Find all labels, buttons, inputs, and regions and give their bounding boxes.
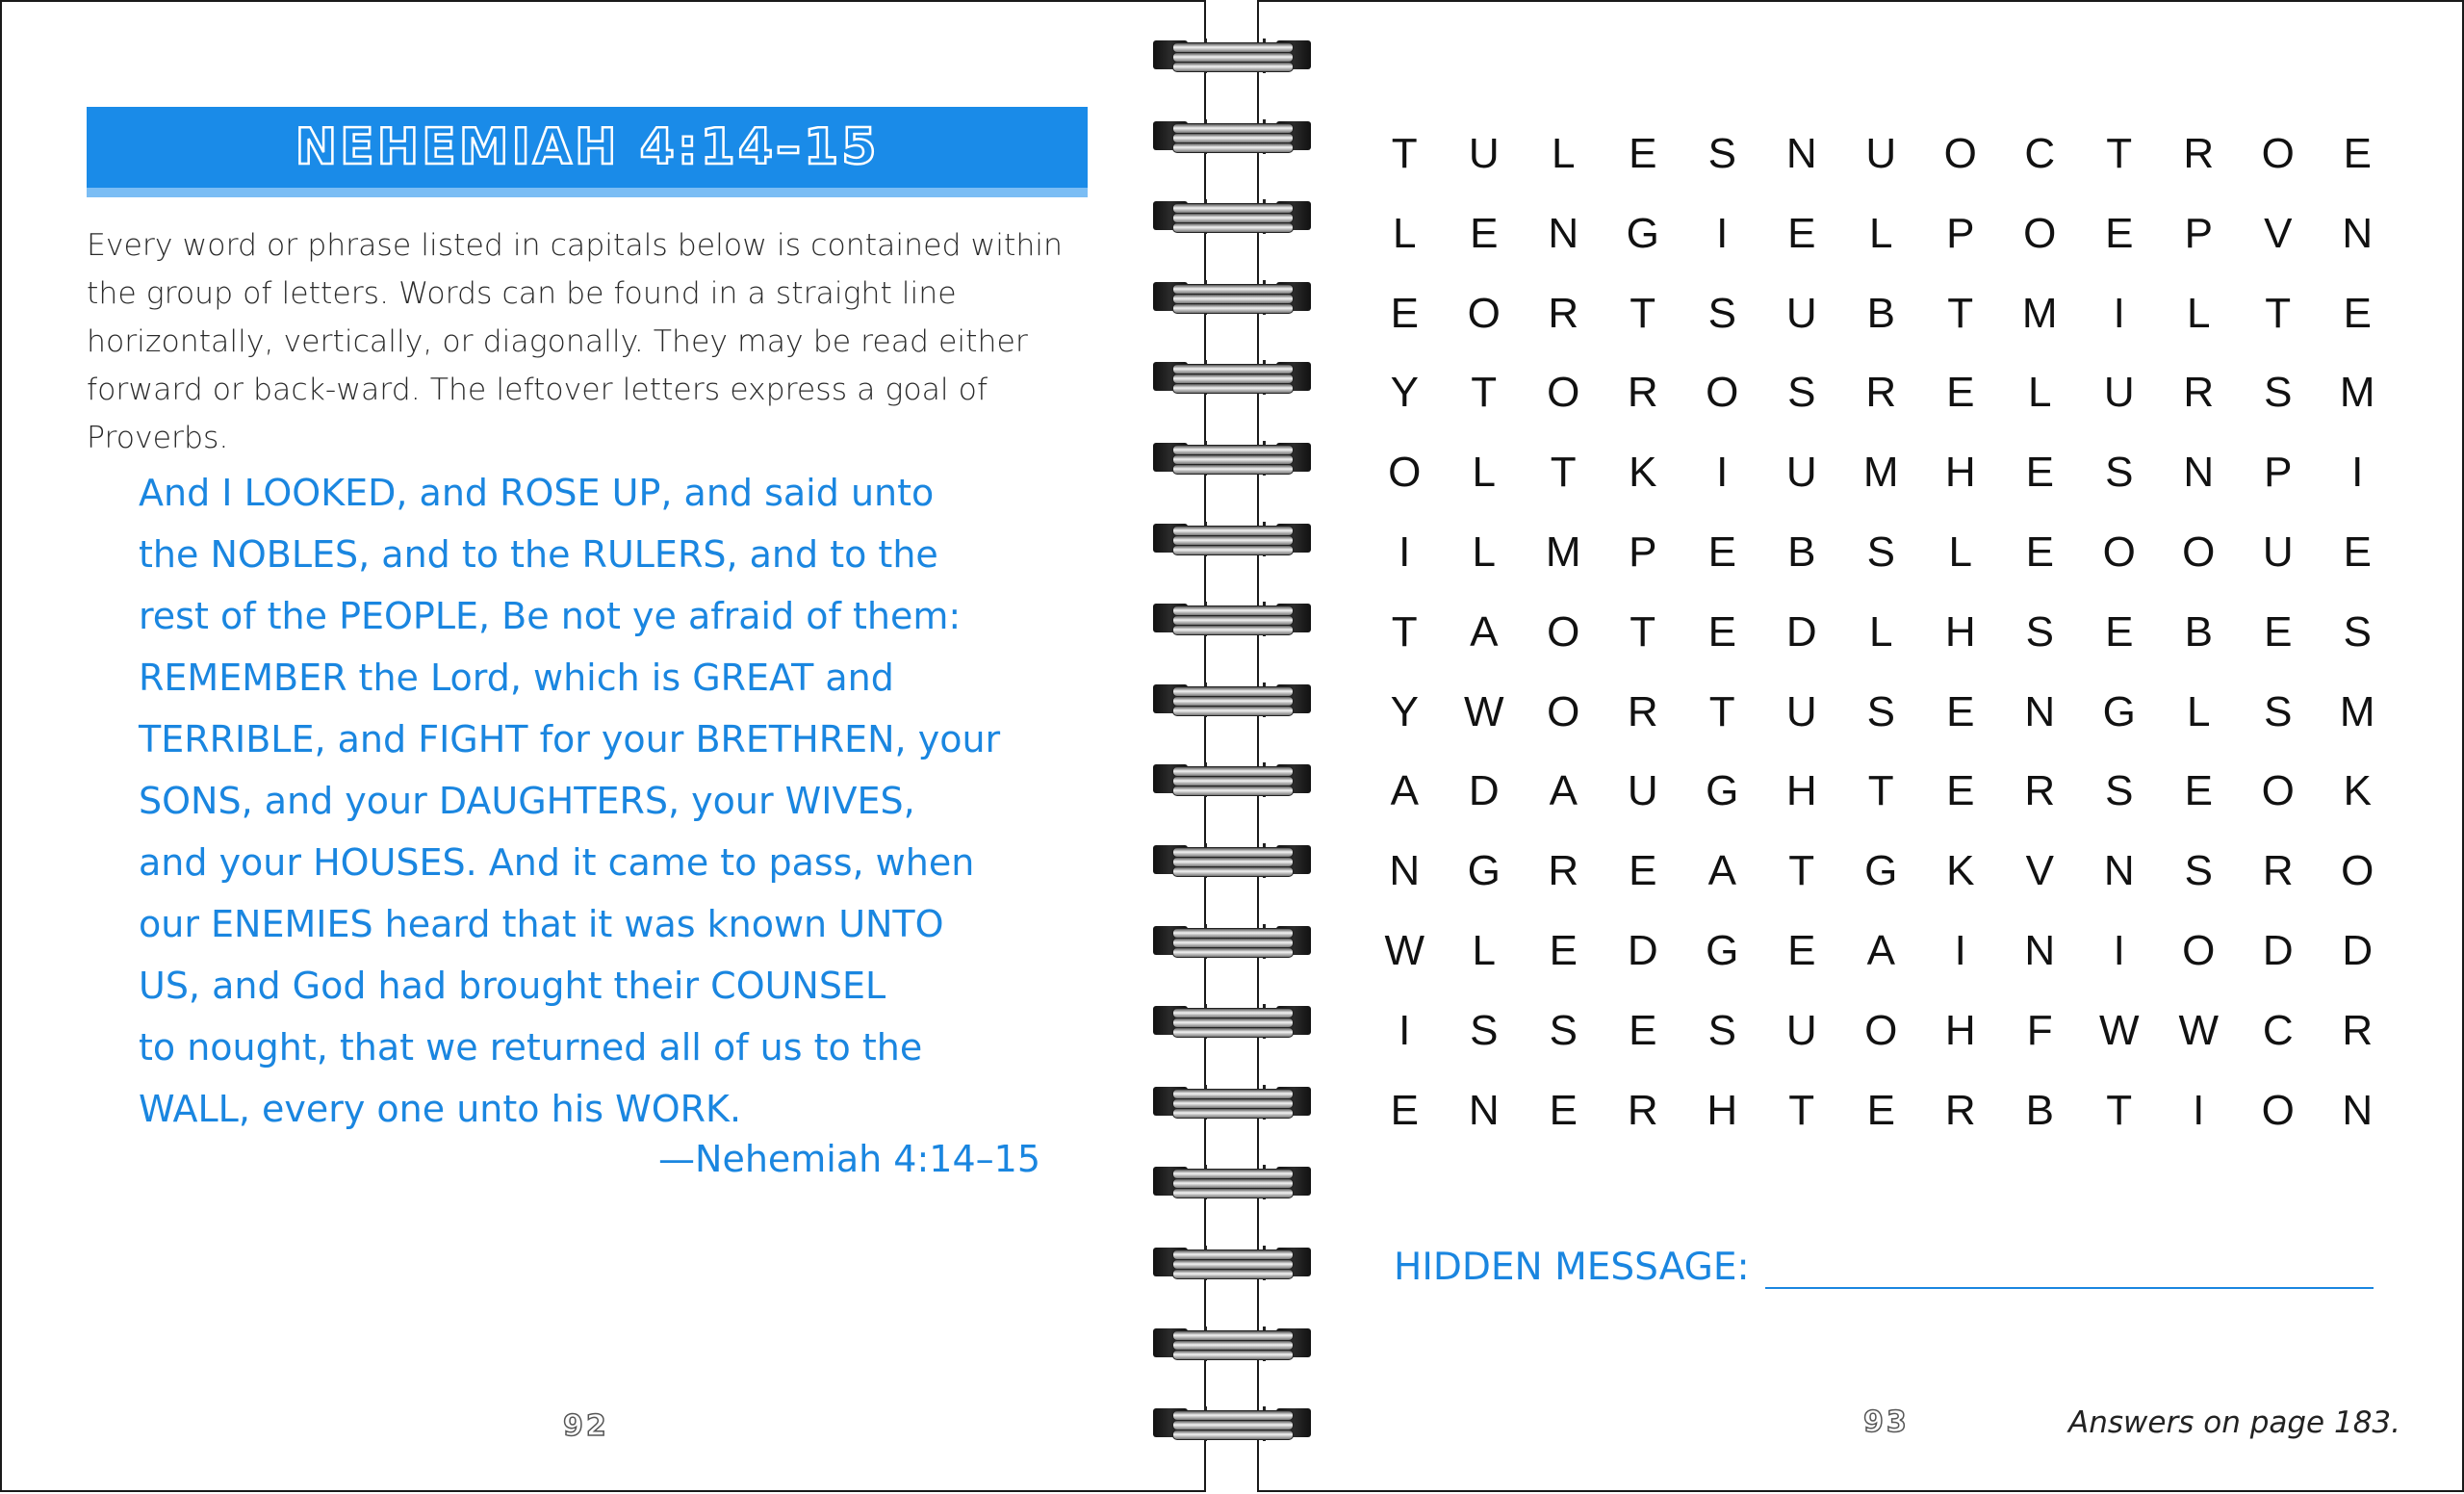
grid-letter[interactable]: I	[1716, 209, 1729, 257]
grid-letter[interactable]: L	[1393, 209, 1417, 257]
grid-letter[interactable]: N	[2103, 847, 2135, 895]
grid-letter[interactable]: L	[1869, 209, 1893, 257]
spiral-coil	[1151, 755, 1313, 803]
grid-letter[interactable]: O	[1467, 289, 1501, 337]
grid-letter[interactable]: T	[2106, 130, 2133, 177]
grid-letter[interactable]: O	[2102, 528, 2136, 576]
right-page	[1257, 0, 2464, 1492]
grid-letter[interactable]: H	[1785, 767, 1817, 815]
grid-letter[interactable]: M	[2339, 369, 2375, 417]
grid-letter[interactable]: S	[2343, 607, 2372, 656]
grid-letter[interactable]: Y	[1390, 369, 1419, 417]
grid-letter[interactable]: M	[2339, 687, 2375, 735]
scripture-passage	[139, 462, 1063, 1140]
grid-letter[interactable]: P	[1946, 209, 1975, 257]
grid-letter[interactable]: S	[2184, 847, 2213, 895]
grid-letter[interactable]: S	[1787, 369, 1816, 417]
grid-letter[interactable]: E	[2184, 767, 2213, 815]
scripture-citation: —Nehemiah 4:14–15	[658, 1138, 1040, 1180]
grid-letter[interactable]: O	[1547, 687, 1580, 735]
verse-line: SONS, and your DAUGHTERS, your WIVES,	[139, 780, 915, 822]
grid-letter[interactable]: U	[1785, 289, 1817, 337]
word-search-grid	[1365, 125, 2398, 1161]
grid-letter[interactable]: R	[2183, 369, 2215, 417]
grid-letter[interactable]: T	[2106, 1086, 2133, 1134]
grid-letter[interactable]: H	[1707, 1086, 1738, 1134]
title-banner	[87, 107, 1088, 197]
grid-letter[interactable]: R	[1548, 289, 1579, 337]
grid-letter[interactable]: K	[1946, 847, 1975, 895]
grid-letter[interactable]: O	[1388, 449, 1422, 497]
grid-letter[interactable]: A	[1707, 847, 1736, 895]
grid-letter[interactable]: B	[1866, 289, 1895, 337]
verse-line: rest of the PEOPLE, Be not ye afraid of them:	[139, 595, 962, 637]
verse-line: and your HOUSES. And it came to pass, when	[139, 841, 975, 884]
grid-letter[interactable]: L	[1472, 449, 1496, 497]
grid-letter[interactable]: U	[1785, 1006, 1817, 1054]
grid-letter[interactable]: E	[1707, 528, 1736, 576]
grid-letter[interactable]: K	[1629, 449, 1657, 497]
verse-line: REMEMBER the Lord, which is GREAT and	[139, 657, 894, 699]
grid-letter[interactable]: S	[2264, 687, 2293, 735]
page-number-left: 92	[563, 1409, 609, 1443]
grid-letter[interactable]: W	[2178, 1006, 2220, 1054]
grid-letter[interactable]: L	[1552, 130, 1576, 177]
grid-letter[interactable]: U	[2103, 369, 2135, 417]
page-number-right: 93	[1863, 1405, 1910, 1439]
grid-letter[interactable]: O	[2261, 1086, 2295, 1134]
spiral-binding	[1151, 0, 1313, 1494]
grid-letter[interactable]: S	[1707, 289, 1736, 337]
grid-letter[interactable]: E	[2264, 607, 2293, 656]
grid-letter[interactable]: E	[1707, 607, 1736, 656]
grid-letter[interactable]: T	[1947, 289, 1974, 337]
grid-letter[interactable]: O	[1943, 130, 1977, 177]
grid-letter[interactable]: M	[2021, 289, 2058, 337]
grid-letter[interactable]: S	[2105, 449, 2134, 497]
answers-note: Answers on page 183.	[2068, 1405, 2400, 1440]
grid-letter[interactable]: E	[1629, 1006, 1657, 1054]
grid-letter[interactable]: R	[1865, 369, 1897, 417]
grid-letter[interactable]: G	[2102, 687, 2136, 735]
spiral-coil	[1151, 594, 1313, 642]
grid-letter[interactable]: A	[1390, 767, 1419, 815]
puzzle-instructions: Every word or phrase listed in capitals below is contained within the group of letters. Words can be found in a straight line horizontally, vertically, or diagonally. They may be read either forward or back-ward. The leftover letters express a goal of Proverbs.	[87, 228, 1064, 455]
spiral-coil	[1151, 1399, 1313, 1447]
grid-letter[interactable]: L	[2028, 369, 2052, 417]
grid-letter[interactable]: L	[1472, 528, 1496, 576]
spiral-coil	[1151, 1319, 1313, 1367]
grid-letter[interactable]: O	[1547, 369, 1580, 417]
verse-line: the NOBLES, and to the RULERS, and to the	[139, 533, 938, 576]
grid-letter[interactable]: I	[2193, 1086, 2205, 1134]
grid-letter[interactable]: E	[1470, 209, 1499, 257]
grid-letter[interactable]: I	[1954, 926, 1966, 974]
spiral-coil	[1151, 1157, 1313, 1205]
grid-letter[interactable]: U	[1865, 130, 1897, 177]
verse-line: And I LOOKED, and ROSE UP, and said unto	[139, 472, 935, 514]
grid-letter[interactable]: R	[2183, 130, 2215, 177]
grid-letter[interactable]: N	[1468, 1086, 1500, 1134]
grid-letter[interactable]: E	[2343, 528, 2372, 576]
grid-letter[interactable]: A	[1866, 926, 1895, 974]
grid-letter[interactable]: G	[1467, 847, 1501, 895]
spiral-coil	[1151, 916, 1313, 965]
grid-letter[interactable]: T	[1708, 687, 1735, 735]
grid-letter[interactable]: R	[2342, 1006, 2374, 1054]
grid-letter[interactable]: I	[2351, 449, 2364, 497]
grid-letter[interactable]: P	[1629, 528, 1657, 576]
grid-letter[interactable]: S	[2105, 767, 2134, 815]
grid-letter[interactable]: A	[1470, 607, 1499, 656]
grid-letter[interactable]: O	[2341, 847, 2374, 895]
grid-letter[interactable]: E	[1390, 289, 1419, 337]
grid-letter[interactable]: S	[2264, 369, 2293, 417]
grid-letter[interactable]: W	[1463, 687, 1504, 735]
verse-line: US, and God had brought their COUNSEL	[139, 965, 886, 1007]
grid-letter[interactable]: T	[2265, 289, 2292, 337]
grid-letter[interactable]: O	[1706, 369, 1739, 417]
grid-letter[interactable]: N	[1548, 209, 1579, 257]
grid-letter[interactable]: S	[1470, 1006, 1499, 1054]
grid-letter[interactable]: E	[1946, 767, 1975, 815]
grid-letter[interactable]: E	[2105, 607, 2134, 656]
grid-letter[interactable]: L	[1869, 607, 1893, 656]
grid-letter[interactable]: T	[1867, 767, 1894, 815]
grid-letter[interactable]: I	[1716, 449, 1729, 497]
grid-letter[interactable]: P	[2184, 209, 2213, 257]
grid-letter[interactable]: O	[1864, 1006, 1898, 1054]
spiral-coil	[1151, 192, 1313, 240]
grid-letter[interactable]: S	[1707, 130, 1736, 177]
grid-letter[interactable]: E	[1946, 369, 1975, 417]
grid-letter[interactable]: P	[2264, 449, 2293, 497]
grid-letter[interactable]: T	[1630, 607, 1656, 656]
grid-letter[interactable]: L	[2187, 289, 2211, 337]
grid-letter[interactable]: N	[2183, 449, 2215, 497]
grid-letter[interactable]: U	[2262, 528, 2294, 576]
grid-letter[interactable]: T	[1471, 369, 1498, 417]
spiral-coil	[1151, 514, 1313, 562]
grid-letter[interactable]: I	[2113, 289, 2125, 337]
grid-letter[interactable]: B	[2184, 607, 2213, 656]
grid-letter[interactable]: E	[1629, 847, 1657, 895]
grid-letter[interactable]: U	[1785, 687, 1817, 735]
grid-letter[interactable]: E	[2105, 209, 2134, 257]
grid-letter[interactable]: T	[1391, 607, 1418, 656]
hidden-message-blank[interactable]	[1765, 1250, 2374, 1289]
grid-letter[interactable]: E	[2343, 130, 2372, 177]
grid-letter[interactable]: G	[1706, 926, 1739, 974]
grid-letter[interactable]: S	[1866, 528, 1895, 576]
spiral-coil	[1151, 31, 1313, 79]
grid-letter[interactable]: B	[2025, 1086, 2054, 1134]
grid-letter[interactable]: R	[2024, 767, 2056, 815]
grid-letter[interactable]: T	[1788, 847, 1815, 895]
page-title: NEHEMIAH 4:14–15	[295, 118, 880, 176]
grid-letter[interactable]: O	[2261, 130, 2295, 177]
grid-letter[interactable]: H	[1944, 1006, 1976, 1054]
grid-letter[interactable]: C	[2024, 130, 2056, 177]
grid-letter[interactable]: E	[2025, 528, 2054, 576]
grid-letter[interactable]: O	[2182, 528, 2216, 576]
grid-letter[interactable]: N	[2342, 1086, 2374, 1134]
grid-letter[interactable]: D	[1627, 926, 1658, 974]
hidden-message-row	[1394, 1246, 2374, 1289]
grid-letter[interactable]: S	[1707, 1006, 1736, 1054]
grid-letter[interactable]: G	[1706, 767, 1739, 815]
grid-letter[interactable]: E	[1390, 1086, 1419, 1134]
grid-letter[interactable]: E	[1629, 130, 1657, 177]
verse-line: WALL, every one unto his WORK.	[139, 1088, 742, 1130]
grid-letter[interactable]: D	[2262, 926, 2294, 974]
grid-letter[interactable]: N	[2024, 687, 2056, 735]
grid-letter[interactable]: O	[1547, 607, 1580, 656]
grid-letter[interactable]: R	[1548, 847, 1579, 895]
grid-letter[interactable]: L	[1472, 926, 1496, 974]
left-page	[0, 0, 1206, 1492]
grid-letter[interactable]: A	[1549, 767, 1578, 815]
grid-letter[interactable]: I	[1399, 528, 1411, 576]
grid-letter[interactable]: E	[2025, 449, 2054, 497]
grid-letter[interactable]: G	[1864, 847, 1898, 895]
grid-letter[interactable]: U	[1785, 449, 1817, 497]
grid-letter[interactable]: M	[1545, 528, 1581, 576]
grid-letter[interactable]: V	[2264, 209, 2293, 257]
spiral-coil	[1151, 1077, 1313, 1125]
grid-letter[interactable]: M	[1862, 449, 1899, 497]
grid-letter[interactable]: D	[1785, 607, 1817, 656]
grid-letter[interactable]: O	[2023, 209, 2057, 257]
verse-line: TERRIBLE, and FIGHT for your BRETHREN, your	[139, 718, 1001, 760]
grid-letter[interactable]: E	[1549, 1086, 1578, 1134]
grid-letter[interactable]: F	[2026, 1006, 2053, 1054]
spiral-coil	[1151, 272, 1313, 321]
spiral-coil	[1151, 433, 1313, 481]
grid-letter[interactable]: H	[1944, 449, 1976, 497]
grid-letter[interactable]: T	[1391, 130, 1418, 177]
grid-letter[interactable]: O	[2261, 767, 2295, 815]
verse-line: our ENEMIES heard that it was known UNTO	[139, 903, 944, 945]
spiral-coil	[1151, 675, 1313, 723]
verse-line: to nought, that we returned all of us to the	[139, 1026, 923, 1069]
grid-letter[interactable]: V	[2025, 847, 2054, 895]
spiral-coil	[1151, 1238, 1313, 1286]
grid-letter[interactable]: W	[1384, 926, 1425, 974]
grid-letter[interactable]: R	[1627, 1086, 1658, 1134]
grid-letter[interactable]: R	[1944, 1086, 1976, 1134]
grid-letter[interactable]: U	[1468, 130, 1500, 177]
grid-letter[interactable]: G	[1626, 209, 1659, 257]
spiral-coil	[1151, 836, 1313, 884]
grid-letter[interactable]: E	[1946, 687, 1975, 735]
grid-letter[interactable]: N	[1785, 130, 1817, 177]
grid-letter[interactable]: R	[1627, 369, 1658, 417]
grid-letter[interactable]: K	[2343, 767, 2372, 815]
spiral-coil	[1151, 996, 1313, 1044]
grid-letter[interactable]: E	[1549, 926, 1578, 974]
grid-letter[interactable]: H	[1944, 607, 1976, 656]
grid-letter[interactable]: T	[1630, 289, 1656, 337]
grid-letter[interactable]: E	[1866, 1086, 1895, 1134]
grid-letter[interactable]: E	[2343, 289, 2372, 337]
grid-letter[interactable]: W	[2098, 1006, 2140, 1054]
grid-letter[interactable]: C	[2262, 1006, 2294, 1054]
grid-letter[interactable]: L	[2187, 687, 2211, 735]
grid-letter[interactable]: R	[2262, 847, 2294, 895]
grid-letter[interactable]: R	[1627, 687, 1658, 735]
grid-letter[interactable]: N	[2342, 209, 2374, 257]
grid-letter[interactable]: B	[1787, 528, 1816, 576]
grid-letter[interactable]: S	[1549, 1006, 1578, 1054]
grid-letter[interactable]: E	[1787, 926, 1816, 974]
spiral-coil	[1151, 112, 1313, 160]
grid-letter[interactable]: U	[1627, 767, 1658, 815]
grid-letter[interactable]: Y	[1390, 687, 1419, 735]
grid-letter[interactable]: N	[2024, 926, 2056, 974]
grid-letter[interactable]: D	[2342, 926, 2374, 974]
grid-letter[interactable]: N	[1389, 847, 1421, 895]
grid-letter[interactable]: T	[1788, 1086, 1815, 1134]
hidden-message-label: HIDDEN MESSAGE:	[1394, 1246, 1750, 1289]
grid-letter[interactable]: S	[2025, 607, 2054, 656]
grid-letter[interactable]: D	[1468, 767, 1500, 815]
grid-letter[interactable]: E	[1787, 209, 1816, 257]
grid-letter[interactable]: S	[1866, 687, 1895, 735]
grid-letter[interactable]: L	[1948, 528, 1972, 576]
grid-letter[interactable]: T	[1550, 449, 1577, 497]
grid-letter[interactable]: I	[1399, 1006, 1411, 1054]
grid-letter[interactable]: I	[2113, 926, 2125, 974]
grid-letter[interactable]: O	[2182, 926, 2216, 974]
spiral-coil	[1151, 352, 1313, 400]
